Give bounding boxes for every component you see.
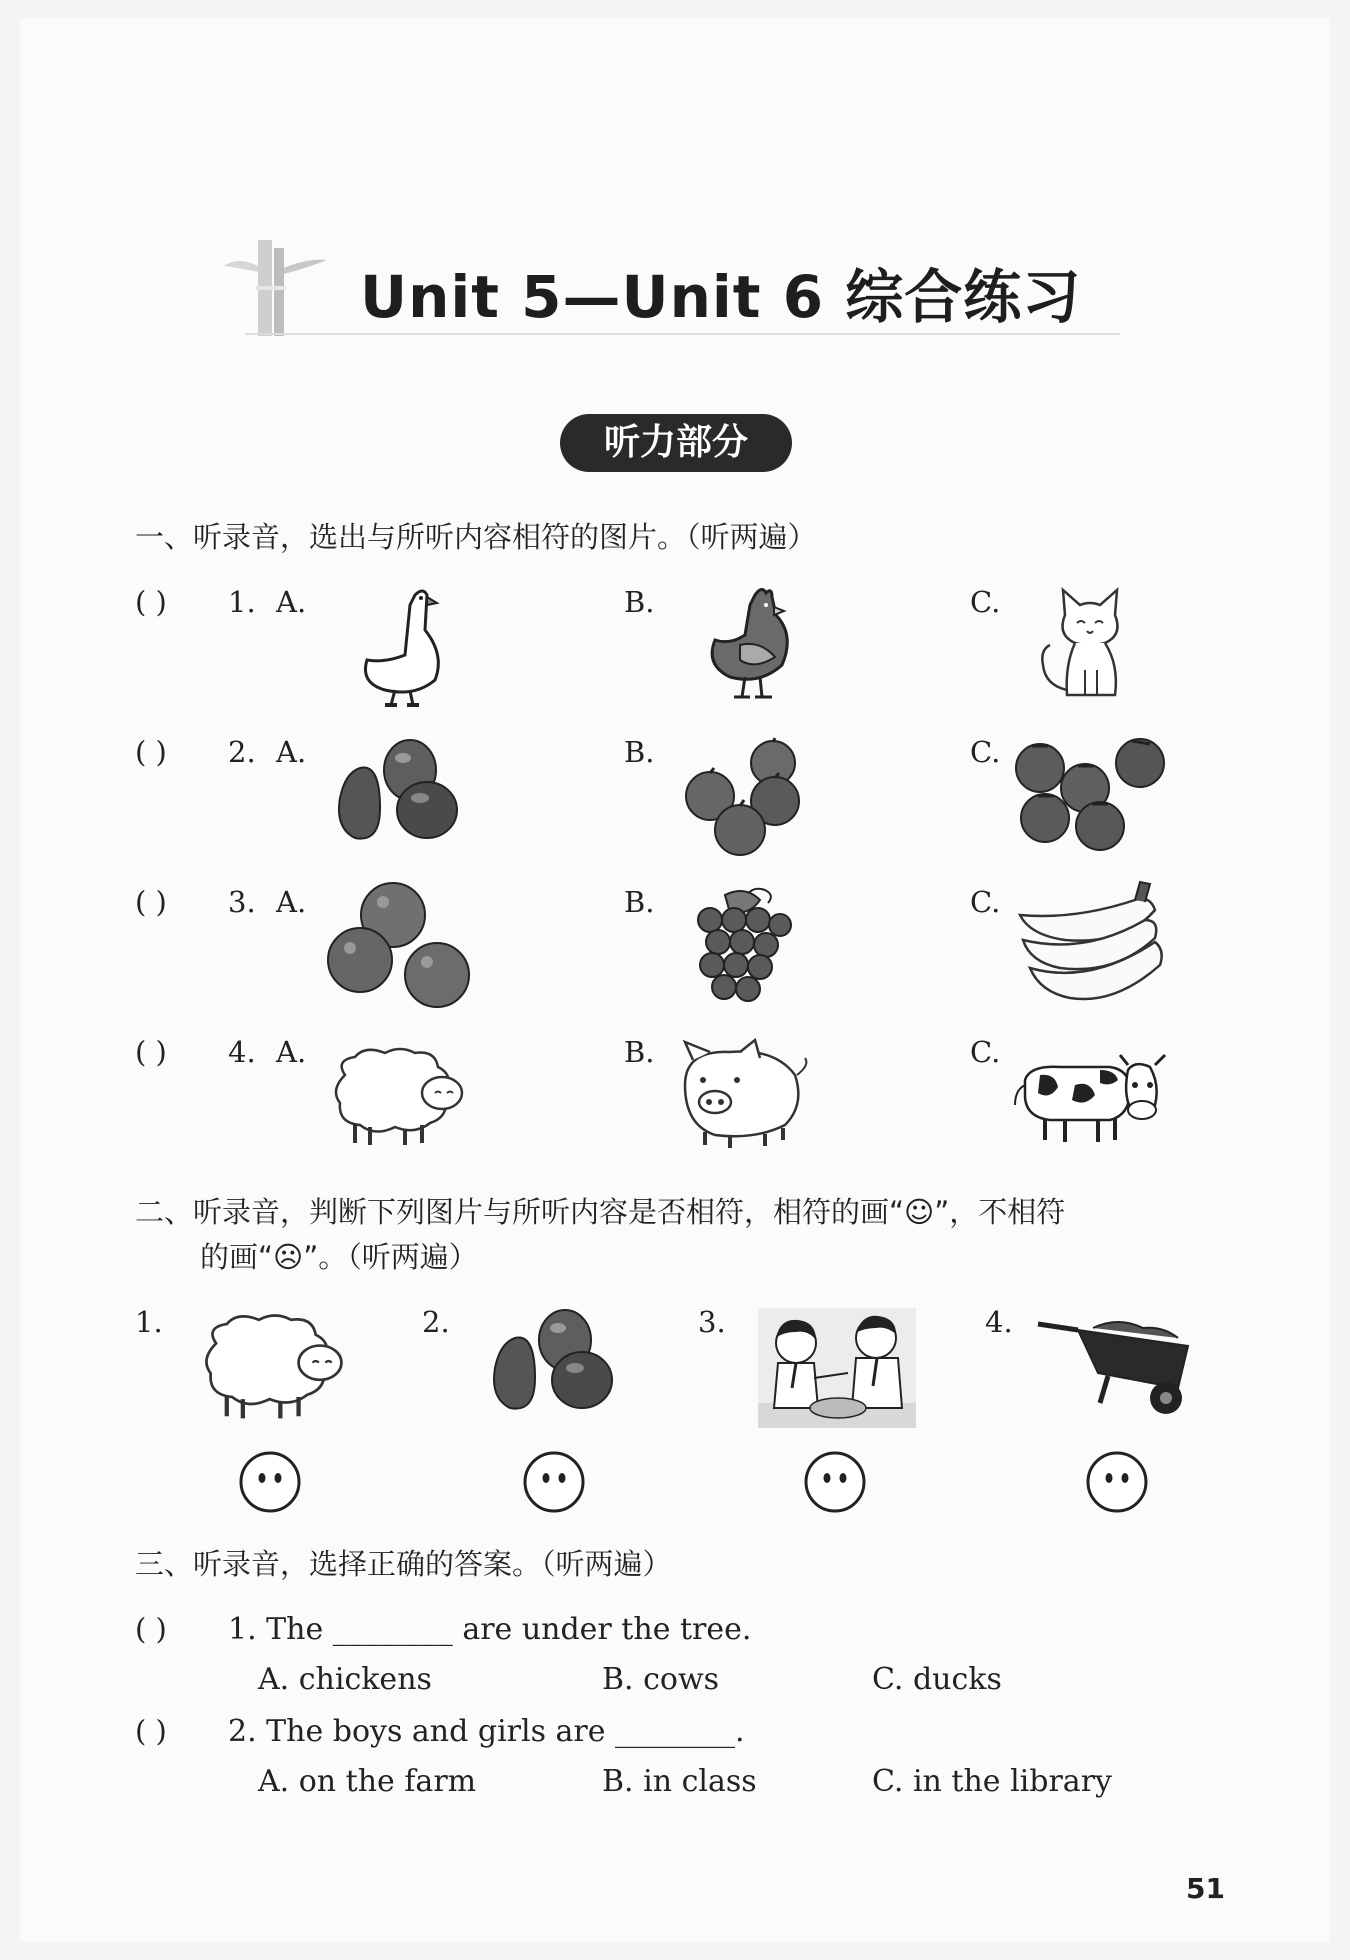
- question-number: 4.: [228, 1035, 256, 1069]
- part2-heading-line1: 二、听录音，判断下列图片与所听内容是否相符，相符的画“☺”，不相符: [135, 1195, 1066, 1229]
- option-label: B.: [624, 735, 655, 769]
- tomatoes-icon[interactable]: [1010, 738, 1170, 853]
- smiley-face-icon[interactable]: [803, 1450, 867, 1514]
- answer-blank[interactable]: ( ): [135, 1612, 167, 1646]
- answer-option[interactable]: C. ducks: [872, 1662, 1002, 1697]
- answer-blank[interactable]: ( ): [135, 885, 167, 919]
- sheep-icon: [200, 1310, 350, 1425]
- option-label: A.: [276, 885, 307, 919]
- answer-option[interactable]: B. cows: [602, 1662, 720, 1697]
- item-number: 2.: [422, 1305, 450, 1339]
- option-label: A.: [276, 585, 307, 619]
- sheep-icon[interactable]: [330, 1045, 470, 1150]
- oranges-icon[interactable]: [325, 880, 475, 1010]
- option-label: C.: [970, 1035, 1001, 1069]
- cow-icon[interactable]: [1010, 1045, 1170, 1150]
- hen-icon[interactable]: [700, 585, 800, 705]
- item-number: 1.: [135, 1305, 163, 1339]
- part3-heading: 三、听录音，选择正确的答案。（听两遍）: [135, 1547, 672, 1581]
- question-number: 1.: [228, 585, 256, 619]
- option-label: C.: [970, 885, 1001, 919]
- answer-blank[interactable]: ( ): [135, 585, 167, 619]
- smiley-face-icon[interactable]: [1085, 1450, 1149, 1514]
- mangoes-icon: [490, 1308, 620, 1423]
- option-label: B.: [624, 585, 655, 619]
- item-number: 4.: [985, 1305, 1013, 1339]
- answer-option[interactable]: A. chickens: [258, 1662, 432, 1697]
- page-number: 51: [1186, 1872, 1225, 1905]
- smiley-face-icon[interactable]: [238, 1450, 302, 1514]
- answer-option[interactable]: B. in class: [602, 1764, 757, 1799]
- question-text: 1. The ________ are under the tree.: [228, 1612, 752, 1647]
- option-label: A.: [276, 1035, 307, 1069]
- option-label: B.: [624, 885, 655, 919]
- smiley-face-icon[interactable]: [522, 1450, 586, 1514]
- answer-blank[interactable]: ( ): [135, 1035, 167, 1069]
- option-label: C.: [970, 735, 1001, 769]
- section-badge: 听力部分: [560, 414, 792, 472]
- question-text: 2. The boys and girls are ________.: [228, 1714, 745, 1749]
- page-title: Unit 5—Unit 6 综合练习: [360, 263, 1082, 331]
- answer-option[interactable]: A. on the farm: [258, 1764, 477, 1799]
- answer-option[interactable]: C. in the library: [872, 1764, 1112, 1799]
- wheelbarrow-icon: [1038, 1318, 1198, 1418]
- part1-heading: 一、听录音，选出与所听内容相符的图片。（听两遍）: [135, 520, 817, 554]
- option-label: A.: [276, 735, 307, 769]
- bamboo-icon: [222, 238, 332, 338]
- part2-heading-line2: 的画“☹”。（听两遍）: [200, 1240, 478, 1274]
- option-label: C.: [970, 585, 1001, 619]
- bananas-icon[interactable]: [1015, 880, 1170, 1010]
- mangoes-icon[interactable]: [335, 738, 465, 853]
- option-label: B.: [624, 1035, 655, 1069]
- goose-icon[interactable]: [355, 585, 450, 710]
- children-icon: [758, 1308, 916, 1428]
- title-underline: [245, 333, 1120, 335]
- item-number: 3.: [698, 1305, 726, 1339]
- question-number: 3.: [228, 885, 256, 919]
- question-number: 2.: [228, 735, 256, 769]
- pig-icon[interactable]: [675, 1040, 815, 1150]
- cat-icon[interactable]: [1035, 585, 1145, 710]
- apples-icon[interactable]: [680, 738, 810, 858]
- answer-blank[interactable]: ( ): [135, 735, 167, 769]
- answer-blank[interactable]: ( ): [135, 1714, 167, 1748]
- grapes-icon[interactable]: [690, 885, 800, 1010]
